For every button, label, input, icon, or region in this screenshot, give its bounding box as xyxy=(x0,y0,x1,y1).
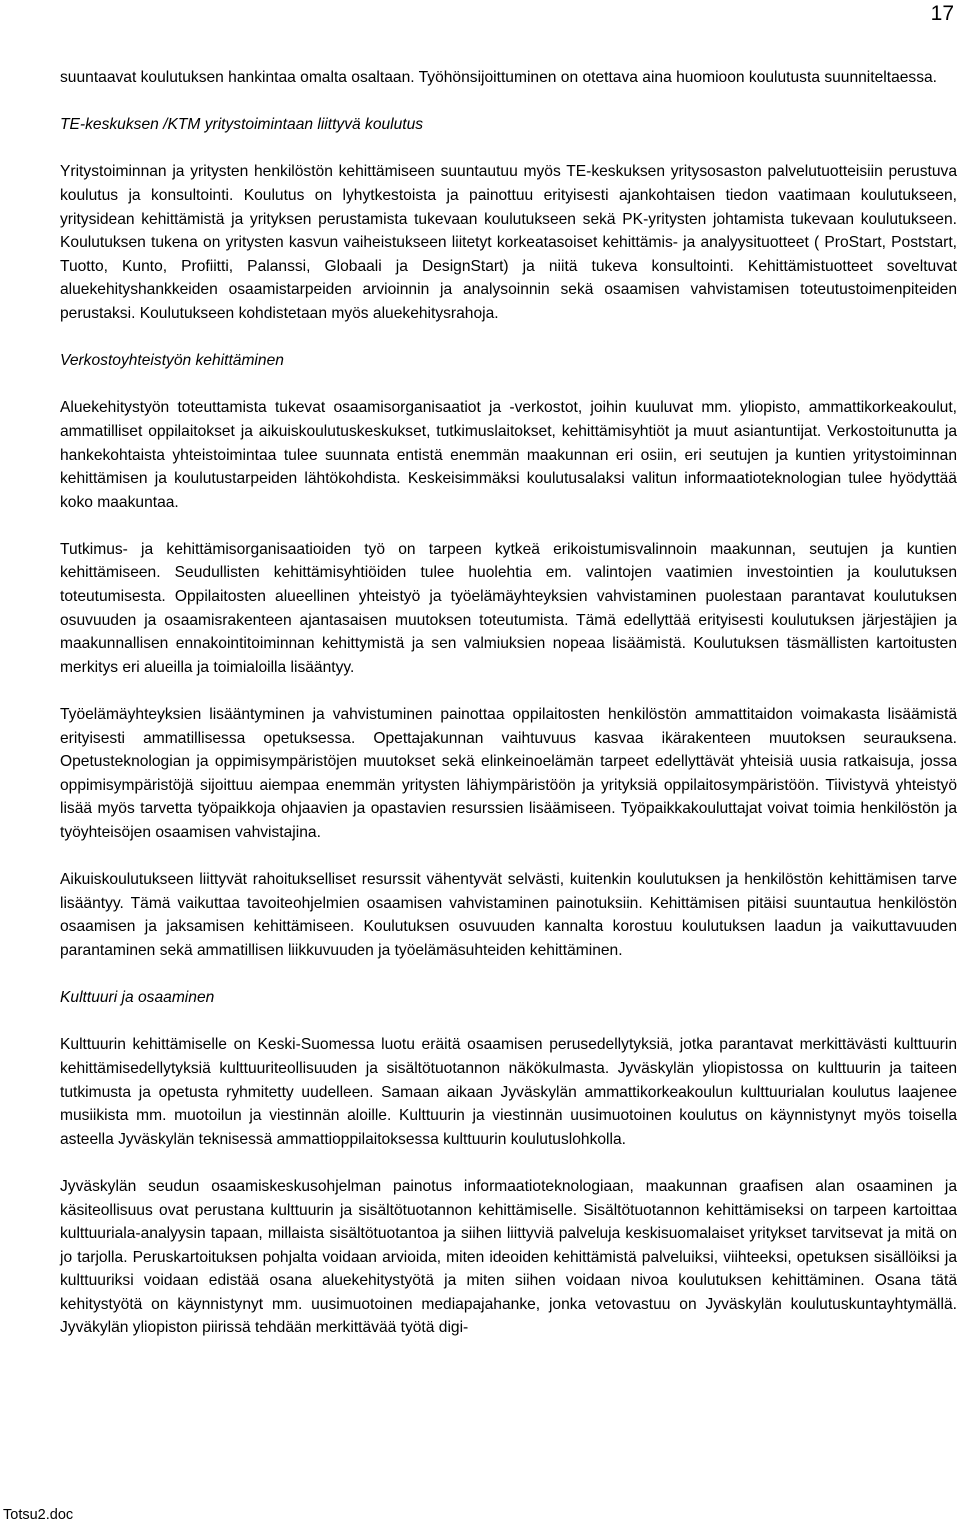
section-heading: TE-keskuksen /KTM yritystoimintaan liittyvä koulutus xyxy=(60,116,424,134)
paragraph: Tutkimus- ja kehittämisorganisaatioiden työ on tarpeen kytkeä erikoistumisvalinnoin maakunnan, seutujen ja kuntien kehittämiseen. Seudullisten kehittämisyhtiöiden tulee huolehtia em. valintojen vaatimien investointien ja koulutuksen toteutumisesta. Oppilaitosten alueellinen yhteistyö ja työelämäyhteyksien vahvistaminen puolestaan parantavat koulutuksen osuvuuden ja osaamisrakenteen ajantasaisen muutoksen toteutumista. Tämä edellyttää erityisesti koulutuksen järjestäjien ja maakunnallisen ennakointitoiminnan kehittymistä ja sen valmiuksien nopeaa lisäämistä. Koulutuksen täsmällisten kartoitusten merkitys eri alueilla ja toimialoilla lisääntyy. xyxy=(60,540,957,676)
section-heading: Verkostoyhteistyön kehittäminen xyxy=(60,352,284,370)
document-body xyxy=(60,66,957,1340)
paragraph: Aikuiskoulutukseen liittyvät rahoitukselliset resurssit vähentyvät selvästi, kuitenkin koulutuksen ja henkilöstön kehittämisen tarve lisääntyy. Tämä vaikuttaa tavoiteohjelmien osaamisen vahvistaminen painotuksiin. Kehittämisen pitäisi suuntautua henkilöstön osaamisen ja jaksamisen kehittämiseen. Koulutuksen osuvuuden kannalta korostuu koulutuksen laadun ja vaikuttavuuden parantaminen sekä ammatillisen liikkuvuuden ja työelämäsuhteiden kehittäminen. xyxy=(60,871,957,959)
paragraph: Jyväskylän seudun osaamiskeskusohjelman painotus informaatioteknologiaan, maakunnan graafisen alan osaaminen ja käsiteollisuus ovat perustana kulttuurin ja sisältötuotannon kehittämiselle. Sisältötuotannon kehittämiseksi on tarpeen kartoittaa kulttuuriala-analyysin tapaan, millaista sisältötuotantoa ja siihen liittyviä palveluja keskisuomalaiset yritykset tarvitsevat ja mitä on jo tarjolla. Peruskartoituksen pohjalta voidaan arvioida, miten ideoiden kehittämistä palveluiksi, viihteeksi, opetuksen sisällöiksi ja kulttuuriksi voidaan edistää osana aluekehitystyötä ja miten siihen voidaan nivoa koulutuksen kehittäminen. Osana tätä kehitystyötä on käynnistynyt mm. uusimuotoinen mediapajahanke, jonka vetovastuu on Jyväskylän koulutuskuntayhtymällä. Jyväkylän yliopiston piirissä tehdään merkittävää työtä digi- xyxy=(60,1177,957,1337)
section-heading: Kulttuuri ja osaaminen xyxy=(60,989,215,1007)
paragraph: Aluekehitystyön toteuttamista tukevat osaamisorganisaatiot ja -verkostot, joihin kuuluvat mm. yliopisto, ammattikorkeakoulut, ammatilliset oppilaitokset ja aikuiskoulutuskeskukset, tutkimuslaitokset, kehittämisyhtiöt ja muut asiantuntijat. Verkostoitunutta ja hankekohtaista yhteistoimintaa tulee suunnata entistä enemmän maakunnan eri osiin, eri seutujen ja kuntien yritystoiminnan kehittämisen ja koulutustarpeiden lähtökohdista. Keskeisimmäksi koulutusalaksi valitun informaatioteknologian tulee hyödyttää koko maakuntaa. xyxy=(60,399,957,511)
paragraph: Kulttuurin kehittämiselle on Keski-Suomessa luotu eräitä osaamisen perusedellytyksiä, jotka parantavat merkittävästi kulttuurin kehittämisedellytyksiä kulttuuriteollisuuden ja sisältötuotannon näkökulmasta. Jyväskylän yliopistossa on kulttuurin ja taiteen tutkimusta ja opetusta ryhmitetty uudelleen. Samaan aikaan Jyväskylän ammattikorkeakoulun kulttuurialan koulutus laajenee musiikista mm. muotoilun ja viestinnän aloille. Kulttuurin ja viestinnän uusimuotoinen koulutus on käynnistynyt myös toisella asteella Jyväskylän teknisessä ammattioppilaitoksessa kulttuurin koulutuslohkolla. xyxy=(60,1036,957,1148)
paragraph: Työelämäyhteyksien lisääntyminen ja vahvistuminen painottaa oppilaitosten henkilöstön ammattitaidon voimakasta lisäämistä erityisesti ammatillisessa opetuksessa. Opettajakunnan vaihtuvuus kasvaa ikärakenteen muutoksen seurauksena. Opetusteknologian ja oppimisympäristöjen muutokset sekä elinkeinoelämän tarpeet edellyttävät yhteisiä uusia ratkaisuja, jossa oppimisympäristöjä sijoittuu aiempaa enemmän yritysten lähiympäristöön ja yrityksiä oppilaitosympäristöön. Tiivistyvä yhteistyö lisää myös tarvetta työpaikkoja ohjaavien ja opastavien resurssien lisäämiseen. Työpaikkakouluttajat voivat toimia henkilöstön ja työyhteisöjen osaamisen vahvistajina. xyxy=(60,706,957,841)
page-number: 17 xyxy=(930,2,954,25)
paragraph: suuntaavat koulutuksen hankintaa omalta osaltaan. Työhönsijoittuminen on otettava aina huomioon koulutusta suunniteltaessa. xyxy=(60,69,938,86)
paragraph: Yritystoiminnan ja yritysten henkilöstön kehittämiseen suuntautuu myös TE-keskuksen yritysosaston palvelutuotteisiin perustuva koulutus ja konsultointi. Koulutus on lyhytkestoista ja painottuu erityisesti ajankohtaisen tiedon vaatimaan koulutukseen, yritysidean kehittämistä ja yrityksen perustamista tukevaan koulutukseen sekä PK-yritysten johtamista tukevaan koulutukseen. Koulutuksen tukena on yritysten kasvun vaiheistukseen liitetyt korkeatasoiset kehittämis- ja analyysituotteet ( ProStart, Poststart, Tuotto, Kunto, Profiitti, Palanssi, Globaali ja DesignStart) ja niitä tukeva konsultointi. Kehittämistuotteet soveltuvat aluekehityshankkeiden osaamistarpeiden arvioinnin ja analysoinnin sekä osaamisen vahvistamisen toteutustoimenpiteiden perustaksi. Koulutukseen kohdistetaan myös aluekehitysrahoja. xyxy=(60,163,957,322)
footer-filename: Totsu2.doc xyxy=(3,1507,74,1523)
